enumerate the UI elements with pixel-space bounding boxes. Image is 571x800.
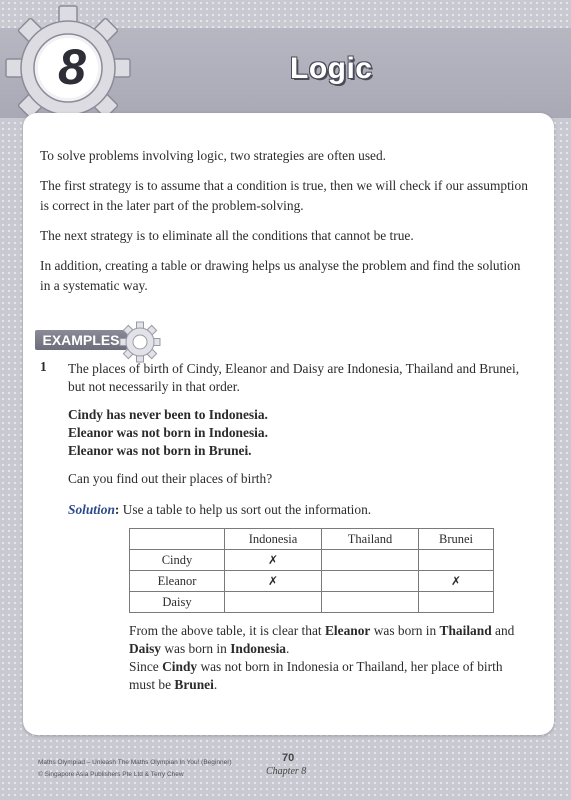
elimination-table: [129, 528, 494, 613]
answer-text: was not born in Indonesia or Thailand, her place of birth: [197, 659, 503, 674]
chapter-title: Logic: [290, 52, 373, 85]
solution-colon: :: [114, 502, 120, 517]
table-row: [130, 550, 494, 571]
example-number: 1: [40, 359, 47, 374]
answer-bold: Cindy: [162, 659, 198, 674]
intro-paragraph-2-line2: is correct in the later part of the problem-solving.: [40, 198, 304, 213]
intro-paragraph-2-line1: The first strategy is to assume that a condition is true, then we will check if our assumption: [40, 178, 528, 193]
answer-bold: Eleanor: [324, 623, 371, 638]
chapter-number: 8: [58, 39, 86, 95]
table-corner-cell: [130, 529, 225, 550]
example-question-line1: The places of birth of Cindy, Eleanor and Daisy are Indonesia, Thailand and Brunei,: [68, 361, 520, 376]
footer-credits: [38, 757, 232, 781]
answer-bold: Indonesia: [230, 641, 287, 656]
answer-text: .: [286, 641, 290, 656]
answer-line3: [129, 657, 544, 677]
table-column-header: Brunei: [419, 529, 494, 550]
table-cell: [322, 592, 419, 613]
table-row-header: Daisy: [130, 592, 225, 613]
table-cell: ✗: [225, 550, 322, 571]
examples-label: EXAMPLES: [35, 330, 127, 350]
example-question-prompt: Can you find out their places of birth?: [68, 471, 273, 486]
footer-book-title: Maths Olympiad – Unleash The Maths Olympian In You! (Beginner): [38, 759, 232, 766]
answer-text: was born in: [370, 623, 440, 638]
table-cell: [322, 571, 419, 592]
footer-copyright: © Singapore Asia Publishers Pte Ltd & Terry Chew: [38, 771, 184, 778]
answer-text: and: [491, 623, 515, 638]
answer-line4: [129, 675, 544, 695]
table-row-header: Cindy: [130, 550, 225, 571]
table-cell: [419, 592, 494, 613]
solution-line: [68, 500, 540, 520]
page-number: 70: [282, 752, 295, 764]
answer-text: must be: [129, 677, 175, 692]
intro-paragraph-3: The next strategy is to eliminate all the conditions that cannot be true.: [40, 228, 414, 243]
small-gear-icon: [118, 320, 162, 364]
table-column-header: Thailand: [322, 529, 419, 550]
table-row: [130, 592, 494, 613]
answer-bold: Thailand: [439, 623, 492, 638]
answer-bold: Daisy: [129, 641, 161, 656]
solution-label: Solution: [68, 502, 115, 517]
answer-text: was born in: [161, 641, 231, 656]
answer-line2: [129, 639, 544, 659]
clue-1: Cindy has never been to Indonesia.: [68, 407, 268, 422]
answer-text: .: [213, 677, 218, 692]
table-cell: [419, 550, 494, 571]
clue-2: Eleanor was not born in Indonesia.: [68, 425, 268, 440]
example-question-line2: but not necessarily in that order.: [68, 379, 240, 394]
table-cell: [225, 592, 322, 613]
table-header-row: [130, 529, 494, 550]
table-cell: [322, 550, 419, 571]
intro-paragraph-1: To solve problems involving logic, two strategies are often used.: [40, 148, 387, 163]
answer-text: From the above table, it is clear that: [129, 623, 325, 638]
solution-text: Use a table to help us sort out the information.: [119, 502, 372, 517]
table-column-header: Indonesia: [225, 529, 322, 550]
answer-text: Since: [129, 659, 163, 674]
answer-bold: Brunei: [174, 677, 214, 692]
table-cell: ✗: [419, 571, 494, 592]
intro-paragraph-4-line1: In addition, creating a table or drawing helps us analyse the problem and find the solution: [40, 258, 521, 273]
intro-paragraph-4-line2: in a systematic way.: [40, 278, 148, 293]
clue-3: Eleanor was not born in Brunei.: [68, 443, 252, 458]
table-cell: ✗: [225, 571, 322, 592]
footer-chapter: Chapter 8: [266, 766, 307, 777]
answer-line1: [129, 621, 544, 641]
table-row: [130, 571, 494, 592]
table-row-header: Eleanor: [130, 571, 225, 592]
